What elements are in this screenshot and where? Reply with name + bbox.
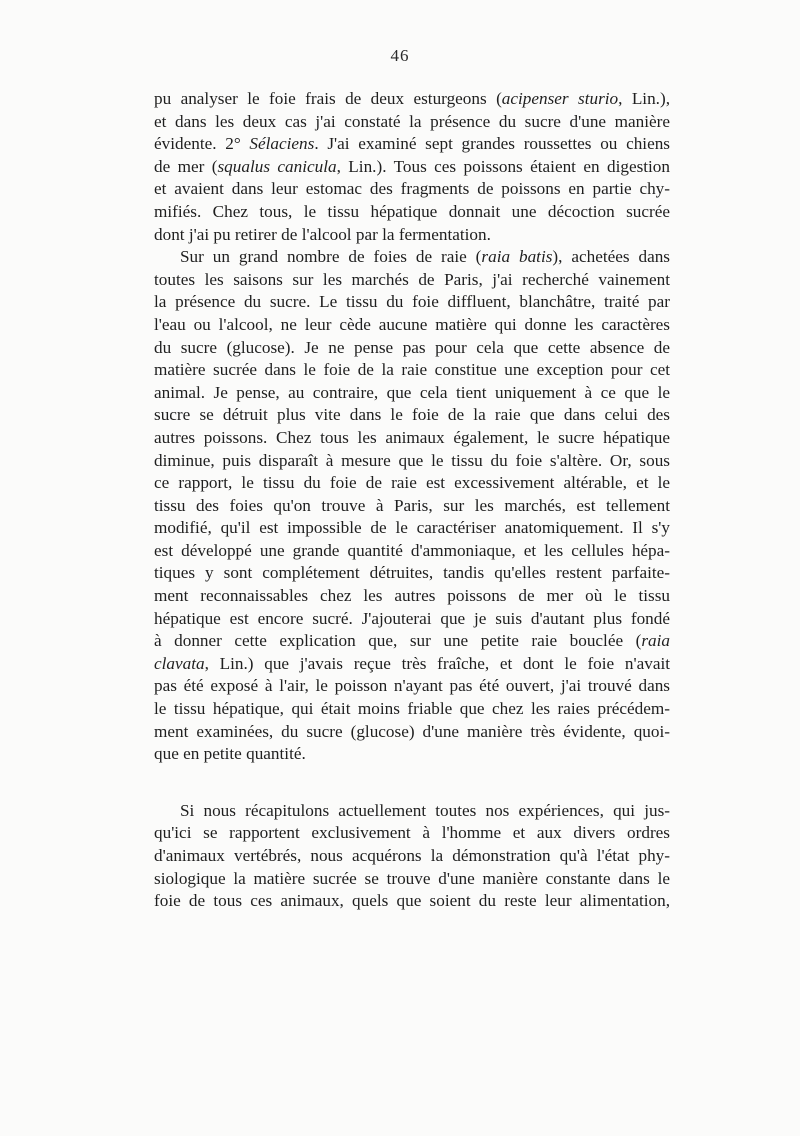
text-line: Sur un grand nombre de foies de raie (raia batis), achetées dans [180, 247, 670, 267]
text-line: hépatique est encore sucré. J'ajouterai que je suis d'autant plus fondé [154, 608, 670, 628]
text-line: mifiés. Chez tous, le tissu hépatique donnait une décoction sucrée [154, 201, 670, 221]
text-line: du sucre (glucose). Je ne pense pas pour cela que cette absence de [154, 337, 670, 357]
text-line: évidente. 2° Sélaciens. J'ai examiné sept grandes roussettes ou chiens [154, 134, 670, 154]
text-line: siologique la matière sucrée se trouve d'une manière constante dans le [154, 868, 670, 888]
text-line: d'animaux vertébrés, nous acquérons la démonstration qu'à l'état phy- [154, 846, 670, 865]
text-line: qu'ici se rapportent exclusivement à l'homme et aux divers ordres [154, 823, 670, 843]
paragraph-raie [154, 246, 670, 766]
text-line: toutes les saisons sur les marchés de Paris, j'ai recherché vainement [154, 269, 670, 289]
text-line: sucre se détruit plus vite dans le foie de la raie que dans celui des [154, 405, 670, 425]
text-line: est développé une grande quantité d'ammoniaque, et les cellules hépa- [154, 540, 670, 560]
paragraph-gap [154, 766, 670, 800]
text-line: à donner cette explication que, sur une petite raie bouclée (raia [154, 631, 670, 651]
text-line: ce rapport, le tissu du foie de raie est excessivement altérable, et le [154, 473, 670, 493]
text-line: le tissu hépatique, qui était moins friable que chez les raies précédem- [154, 699, 670, 719]
text-line: animal. Je pense, au contraire, que cela tient uniquement à ce que le [154, 382, 670, 402]
text-line: dont j'ai pu retirer de l'alcool par la fermentation. [154, 224, 491, 244]
text-line: clavata, Lin.) que j'avais reçue très fraîche, et dont le foie n'avait [154, 653, 670, 673]
text-line: matière sucrée dans le foie de la raie constitue une exception pour cet [154, 360, 670, 380]
text-line: que en petite quantité. [154, 744, 306, 764]
text-line: la présence du sucre. Le tissu du foie diffluent, blanchâtre, traité par [154, 292, 670, 312]
text-line: ment reconnaissables chez les autres poissons de mer où le tissu [154, 586, 670, 606]
text-line: ment examinées, du sucre (glucose) d'une manière très évidente, quoi- [154, 721, 670, 741]
text-line: autres poissons. Chez tous les animaux également, le sucre hépatique [154, 427, 670, 447]
paragraph-esturgeons [154, 88, 670, 246]
text-line: diminue, puis disparaît à mesure que le tissu du foie s'altère. Or, sous [154, 450, 670, 470]
text-line: et avaient dans leur estomac des fragments de poissons en partie chy- [154, 179, 670, 199]
text-line: et dans les deux cas j'ai constaté la présence du sucre d'une manière [154, 111, 670, 131]
text-line: Si nous récapitulons actuellement toutes nos expériences, qui jus- [180, 800, 670, 820]
page-number: 46 [390, 46, 410, 65]
text-line: tissu des foies qu'on trouve à Paris, sur les marchés, est tellement [154, 495, 670, 515]
text-line: pu analyser le foie frais de deux esturgeons (acipenser sturio, Lin.), [154, 89, 670, 108]
text-line: foie de tous ces animaux, quels que soient du reste leur alimentation, [154, 891, 670, 911]
text-line: tiques y sont complétement détruites, tandis qu'elles restent parfaite- [154, 563, 670, 583]
text-line: pas été exposé à l'air, le poisson n'ayant pas été ouvert, j'ai trouvé dans [154, 676, 670, 696]
text-line: de mer (squalus canicula, Lin.). Tous ces poissons étaient en digestion [154, 156, 670, 176]
paragraph-recapitulation [154, 800, 670, 913]
text-line: l'eau ou l'alcool, ne leur cède aucune matière qui donne les caractères [154, 314, 670, 334]
text-line: modifié, qu'il est impossible de le caractériser anatomiquement. Il s'y [154, 518, 670, 538]
page-body [154, 88, 670, 913]
